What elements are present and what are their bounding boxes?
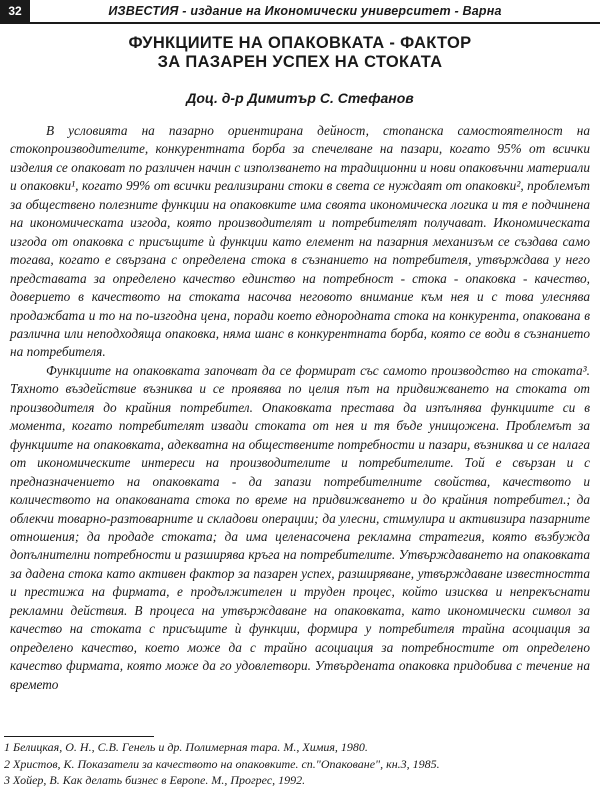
footnote-rule — [4, 736, 154, 737]
article-author: Доц. д-р Димитър С. Стефанов — [186, 90, 414, 106]
footnote-2: 2 Христов, К. Показатели за качеството на опаковките. сп."Опаковане", кн.3, 1985. — [4, 756, 440, 771]
footnote-1: 1 Белицкая, О. Н., С.В. Генель и др. Полимерная тара. М., Химия, 1980. — [4, 740, 368, 754]
footnotes — [4, 736, 596, 789]
paragraph-1: В условията на пазарно ориентирана дейност, стопанска самостоятелност на стокопроизводителите, конкурентната борба за спечелване на пазари, когато 95% от всички изделия се опаковат по различен начин с използването на традиционни и нови опаковъчни материали и опаковки¹, когато 99% от всички реализирани стоки в света се нуждаят от опаковки², проблемът за обществено полезните функции на опаковките има своята икономическа логика и тя е подчинена на икономическата изгода, която производителят и потребителят получават. Икономическата изгода от опаковка с присъщите ѝ функции като елемент на пазарния механизъм се създава само тогава, когато е свързана с определена стока в съзнанието на потребителя, утвърждава у него представата за определено качество единство на потребност - стока - опаковка - качество, доверието в качеството на стоката насочва неговото внимание към нея и с това улеснява продажбата и то на по-изгодна цена, поради което еднородната стока на конкурента, опакована в различна или неподходяща опаковка, няма шанс в конкурентната борба, която се води в съзнанието на потребителя. — [10, 123, 590, 360]
paragraph-2: Функциите на опаковката започват да се формират със самото производство на стоката³. Тяхното въздействие възниква и се проявява по целия път на придвижването на стоката от производителя до крайния потребител. Опаковката престава да изпълнява функциите си в момента, когато потребителят извади стоката от нея и тя бъде унищожена. Проблемът за функциите на опаковката, адекватна на обществените потребности и пазари, възниква и се налага от икономическите интереси на производителите и потребителите. Той е свързан и с предназначението на опаковката - да запази потребителните свойства, качеството и количеството на опакованата стока по време на придвижването и до крайния потребител.; да облекчи товарно-разтоварните и складови операции; да улесни, стимулира и активизира пазарните отношения; да продаде стоката; да има целенасочена рекламна стратегия, която възбужда допълнителни потребности и разширява кръга на потребителите. Утвърждаването на опаковката за дадена стока като активен фактор за пазарен успех, разширяване, утвърждаване известността и престижа на фирмата, е продължителен и труден процес, който изисква и непрекъснати рекламни действия. В процеса на утвърждаване на опаковката, като икономически символ за качество на стоката с присъщите ѝ функции, формира у потребителя трайна асоциация за определено качество, което може да с трайно асоциация за потребностите от определено качество фирмата, която може да го удовлетвори. Утвърдената опаковка придобива с течение на времето — [10, 362, 590, 692]
header-rule — [0, 22, 600, 24]
title-line-1: ФУНКЦИИТЕ НА ОПАКОВКАТА - ФАКТОР — [128, 34, 472, 52]
running-header — [0, 0, 600, 22]
journal-running-head: ИЗВЕСТИЯ - издание на Икономически университет - Варна — [108, 4, 502, 18]
page-number: 32 — [0, 0, 30, 22]
title-line-2: ЗА ПАЗАРЕН УСПЕХ НА СТОКАТА — [157, 53, 443, 71]
article-body — [10, 122, 590, 694]
footnote-3: 3 Хойер, В. Как делать бизнес в Европе. М., Прогрес, 1992. — [4, 773, 306, 787]
article-title — [0, 34, 600, 72]
